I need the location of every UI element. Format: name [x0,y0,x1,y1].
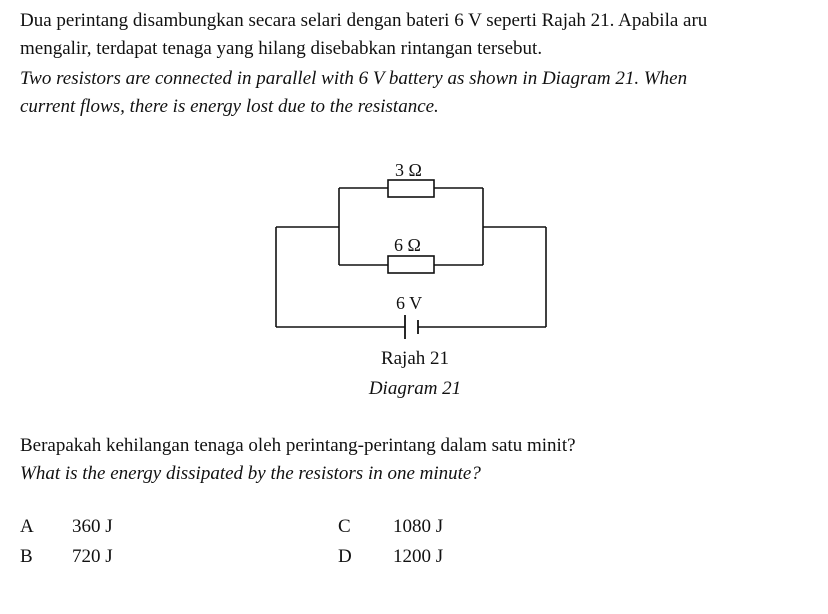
option-a-letter: A [20,516,34,537]
question-malay: Berapakah kehilangan tenaga oleh perintang-perintang dalam satu minit? [20,435,576,456]
resistor-3-ohm [388,180,434,197]
intro-english-line-1: Two resistors are connected in parallel with 6 V battery as shown in Diagram 21. When [20,68,688,89]
intro-english-line-2: current flows, there is energy lost due to the resistance. [20,96,439,117]
resistor-3-ohm-label: 3 Ω [395,160,422,180]
diagram-caption-malay: Rajah 21 [380,348,450,369]
diagram-caption-english: Diagram 21 [368,378,462,399]
option-a-value: 360 J [72,516,113,537]
option-d-value: 1200 J [393,546,444,567]
intro-malay-line-1: Dua perintang disambungkan secara selari dengan bateri 6 V seperti Rajah 21. Apabila aru [20,10,708,31]
intro-malay-line-2: mengalir, terdapat tenaga yang hilang disebabkan rintangan tersebut. [20,38,543,59]
resistor-6-ohm [388,256,434,273]
option-c-letter: C [338,516,351,537]
question-english: What is the energy dissipated by the resistors in one minute? [20,463,481,484]
option-b-letter: B [20,546,33,567]
battery-label: 6 V [396,293,423,313]
option-b-value: 720 J [72,546,113,567]
option-c-value: 1080 J [393,516,444,537]
resistor-6-ohm-label: 6 Ω [394,235,421,255]
option-d-letter: D [338,546,352,567]
